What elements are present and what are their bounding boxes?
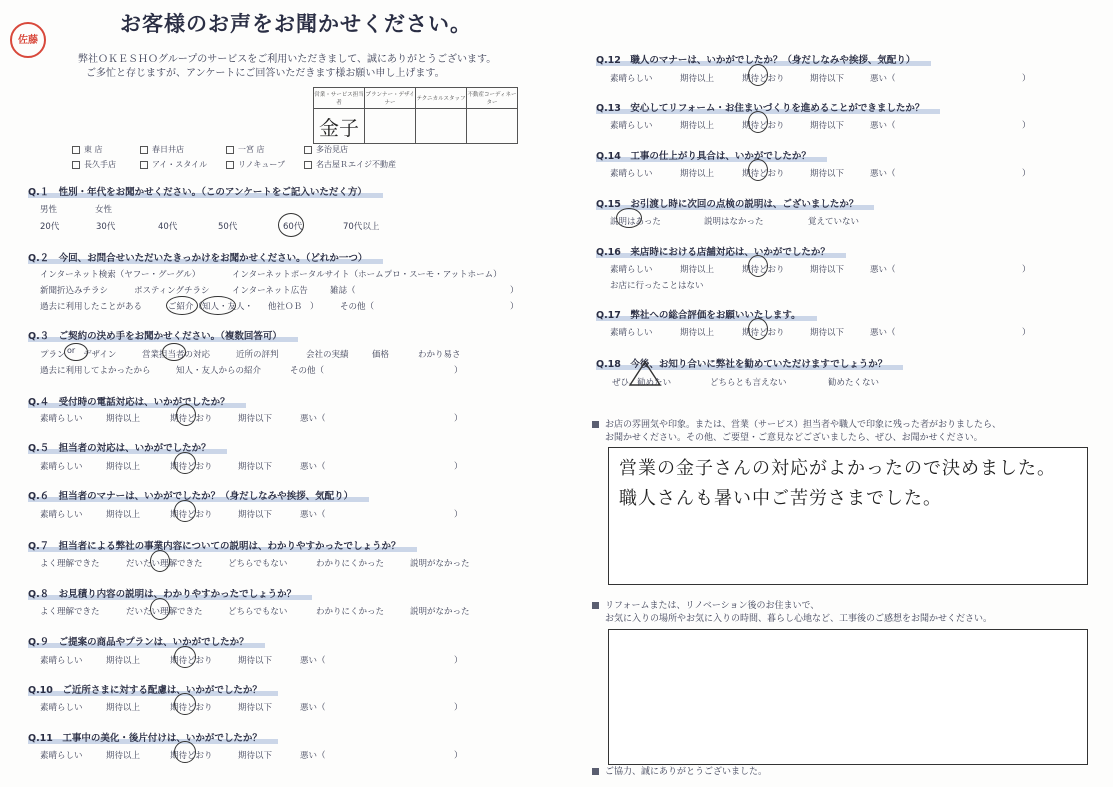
answer-circle <box>174 500 196 522</box>
paren-close: ） <box>454 462 463 472</box>
answer-circle <box>166 296 198 315</box>
square-bullet-icon <box>592 421 599 428</box>
option[interactable]: 勧めたくない <box>828 378 880 388</box>
answer-circle <box>748 159 768 181</box>
store-name: 名古屋Ｒエイジ不動産 <box>316 160 396 169</box>
thanks-note: ご協力、誠にありがとうございました。 <box>592 766 767 779</box>
paren-close: ） <box>454 510 463 520</box>
rating-option[interactable]: 期待以上 <box>106 462 141 472</box>
question-15: Q.15 お引渡し時に次回の点検の説明は、ございましたか？ <box>596 196 874 210</box>
comment-1-label: お店の雰囲気や印象。または、営業（サービス）担当者や職人で印象に残った者がおりましたら、 お聞かせください。その他、ご要望・ご意見などございましたら、ぜひ、お聞かせください。 <box>592 419 1001 445</box>
paren-close: ） <box>510 286 519 296</box>
option[interactable]: どちらとも言えない <box>710 378 787 388</box>
square-bullet-icon <box>592 768 599 775</box>
paren-close: ） <box>1022 74 1031 84</box>
paren-close: ） <box>454 703 463 713</box>
comment-2-box[interactable] <box>608 629 1088 765</box>
rating-option[interactable]: 素晴らしい <box>610 265 653 275</box>
rating-option[interactable]: 悪い（ <box>300 703 326 713</box>
answer-circle <box>174 452 196 474</box>
rating-option[interactable]: 期待以上 <box>680 265 715 275</box>
comment-2-label: リフォームまたは、リノベーション後のお住まいで、 お気に入りの場所やお気に入りの時間、暮らし心地など、工事後のご感想をお聞かせください。 <box>592 600 992 626</box>
explain-option[interactable]: どちらでもない <box>228 559 288 569</box>
answer-circle <box>64 343 88 361</box>
answer-circle <box>162 343 186 361</box>
store-name: 東 店 <box>84 145 103 154</box>
option[interactable]: その他（ <box>340 302 375 312</box>
option-male[interactable]: 男性 <box>40 205 58 215</box>
checkbox[interactable] <box>140 161 148 169</box>
question-11: Q.11 工事中の美化・後片付けは、いかがでしたか？ <box>28 730 278 744</box>
store-name: リノキューブ <box>238 160 285 169</box>
rating-option[interactable]: 期待以下 <box>810 265 845 275</box>
page-title: お客様のお声をお聞かせください。 <box>120 12 472 36</box>
rating-option[interactable]: 期待以下 <box>810 121 845 131</box>
option[interactable]: 会社の実績 <box>306 350 349 360</box>
rating-option[interactable]: 期待以下 <box>238 703 273 713</box>
checkbox[interactable] <box>72 161 80 169</box>
rating-option-selected[interactable]: 期待どおり <box>742 74 785 84</box>
question-9: Q.９ ご提案の商品やプランは、いかがでしたか？ <box>28 634 265 648</box>
answer-circle <box>200 296 236 315</box>
option-selected[interactable]: ご紹介（知人・友人・ <box>168 302 254 312</box>
rating-option[interactable]: 悪い（ <box>870 74 896 84</box>
seal-stamp: 佐藤 <box>10 22 46 58</box>
rating-option[interactable]: 期待以上 <box>106 414 141 424</box>
rating-option[interactable]: 悪い（ <box>870 169 896 179</box>
rating-option-selected[interactable]: 期待どおり <box>742 265 785 275</box>
explain-option[interactable]: よく理解できた <box>40 559 100 569</box>
answer-circle <box>278 213 304 237</box>
answer-circle <box>748 255 768 277</box>
option-selected[interactable]: 説明はあった <box>610 217 661 227</box>
rating-option[interactable]: 悪い（ <box>870 121 896 131</box>
rating-option[interactable]: 期待以下 <box>810 169 845 179</box>
option-female[interactable]: 女性 <box>95 205 113 215</box>
answer-circle <box>176 404 196 426</box>
intro-line-1: 弊社ＯＫＥＳＨＯグループのサービスをご利用いただきまして、誠にありがとうございます。 <box>78 54 497 65</box>
paren-close: ） <box>1022 169 1031 179</box>
rating-option[interactable]: 期待以上 <box>106 656 141 666</box>
question-4: Q.４ 受付時の電話対応は、いかがでしたか？ <box>28 394 246 408</box>
option[interactable]: インターネットポータルサイト（ホームプロ・スーモ・アットホーム） <box>232 270 502 280</box>
checkbox[interactable] <box>304 161 312 169</box>
option[interactable]: 新聞折込みチラシ <box>40 286 109 296</box>
rating-option[interactable]: 素晴らしい <box>40 656 83 666</box>
explain-option[interactable]: わかりにくかった <box>316 559 385 569</box>
intro-line-2: ご多忙と存じますが、アンケートにご回答いただきます様お願い申し上げます。 <box>86 68 445 79</box>
explain-option-selected[interactable]: だいたい理解できた <box>126 607 203 617</box>
rating-option[interactable]: 素晴らしい <box>40 703 83 713</box>
rating-option-selected[interactable]: 期待どおり <box>170 751 213 761</box>
rating-option[interactable]: 悪い（ <box>870 265 896 275</box>
rating-option[interactable]: 期待以上 <box>106 751 141 761</box>
store-name: 春日井店 <box>152 145 184 154</box>
handwritten-comment-line-2: 職人さんも暑い中ご苦労さまでした。 <box>619 488 942 509</box>
store-name: 多治見店 <box>316 145 348 154</box>
option[interactable]: インターネット検索（ヤフー・グーグル） <box>40 270 201 280</box>
option-selected[interactable]: 営業担当者の対応 <box>142 350 211 360</box>
checkbox[interactable] <box>226 146 234 154</box>
option-selected[interactable]: ぜひ、勧めたい <box>612 378 672 388</box>
rating-option[interactable]: 期待以下 <box>238 510 273 520</box>
option[interactable]: プラン <box>40 350 66 360</box>
rating-option-selected[interactable]: 期待どおり <box>170 656 213 666</box>
rating-option-selected[interactable]: 期待どおり <box>742 121 785 131</box>
option[interactable]: 他社ＯＢ <box>268 302 303 312</box>
rating-option[interactable]: 悪い（ <box>300 751 326 761</box>
rating-option[interactable]: 悪い（ <box>300 510 326 520</box>
question-12: Q.12 職人のマナーは、いかがでしたか？（身だしなみや挨拶、気配り） <box>596 52 931 66</box>
paren-close: ） <box>454 414 463 424</box>
question-6: Q.６ 担当者のマナーは、いかがでしたか？（身だしなみや挨拶、気配り） <box>28 488 369 502</box>
question-17: Q.17 弊社への総合評価をお願いいたします。 <box>596 307 817 321</box>
rating-option[interactable]: 期待以下 <box>238 462 273 472</box>
rating-option[interactable]: 素晴らしい <box>610 121 653 131</box>
paren-close: ） <box>310 302 319 312</box>
rating-option-selected[interactable]: 期待どおり <box>170 510 213 520</box>
rating-option[interactable]: 期待以下 <box>238 414 273 424</box>
rating-option[interactable]: 素晴らしい <box>40 510 83 520</box>
checkbox[interactable] <box>304 146 312 154</box>
option[interactable]: 過去に利用したことがある <box>40 302 143 312</box>
question-2: Q.２ 今回、お問合せいただいたきっかけをお聞かせください。（どれか一つ） <box>28 250 383 264</box>
explain-option[interactable]: 説明がなかった <box>410 559 470 569</box>
checkbox[interactable] <box>72 146 80 154</box>
question-7: Q.７ 担当者による弊社の事業内容についての説明は、わかりやすかったでしょうか？ <box>28 538 417 552</box>
question-1: Q.１ 性別・年代をお聞かせください。（このアンケートをご記入いただく方） <box>28 184 383 198</box>
question-16: Q.16 来店時における店舗対応は、いかがでしたか？ <box>596 244 846 258</box>
explain-option[interactable]: 説明がなかった <box>410 607 470 617</box>
explain-option[interactable]: わかりにくかった <box>316 607 385 617</box>
option[interactable]: 近所の評判 <box>236 350 279 360</box>
rating-option[interactable]: 期待以上 <box>680 169 715 179</box>
option[interactable]: 価格 <box>372 350 390 360</box>
answer-circle <box>616 208 642 228</box>
option[interactable]: デザイン <box>83 350 117 360</box>
rating-option-selected[interactable]: 期待どおり <box>170 414 213 424</box>
paren-close: ） <box>1022 265 1031 275</box>
staff-header: 不動産コーディネーター <box>467 88 518 109</box>
staff-header: 営業・サービス担当者 <box>314 88 365 109</box>
rating-option[interactable]: 素晴らしい <box>40 462 83 472</box>
paren-close: ） <box>454 656 463 666</box>
option[interactable]: 知人・友人からの紹介 <box>176 366 262 376</box>
option[interactable]: 雑誌（ <box>330 286 356 296</box>
rating-option[interactable]: 悪い（ <box>300 656 326 666</box>
store-name: 長久手店 <box>84 160 116 169</box>
rating-option[interactable]: 期待以上 <box>680 121 715 131</box>
rating-option[interactable]: 期待以下 <box>810 74 845 84</box>
answer-circle <box>748 111 768 133</box>
rating-option[interactable]: 期待以下 <box>810 328 845 338</box>
answer-circle <box>174 646 196 668</box>
answer-circle <box>748 64 768 86</box>
comment-1-box[interactable] <box>608 447 1088 585</box>
rating-option[interactable]: 悪い（ <box>300 414 326 424</box>
rating-option[interactable]: 期待以下 <box>238 656 273 666</box>
rating-option-selected[interactable]: 期待どおり <box>742 169 785 179</box>
option[interactable]: 説明はなかった <box>704 217 764 227</box>
option[interactable]: 過去に利用してよかったから <box>40 366 151 376</box>
paren-close: ） <box>510 302 519 312</box>
option-age[interactable]: 20代 <box>40 222 60 232</box>
rating-option[interactable]: 期待以上 <box>106 510 141 520</box>
answer-circle <box>174 693 196 715</box>
paren-close: ） <box>1022 121 1031 131</box>
paren-close: ） <box>454 366 463 376</box>
rating-option[interactable]: 素晴らしい <box>610 328 653 338</box>
rating-option-selected[interactable]: 期待どおり <box>170 462 213 472</box>
question-10: Q.10 ご近所さまに対する配慮は、いかがでしたか？ <box>28 682 278 696</box>
paren-close: ） <box>1022 328 1031 338</box>
staff-name: 金子 <box>319 115 359 140</box>
rating-option[interactable]: 悪い（ <box>870 328 896 338</box>
answer-circle <box>150 550 170 572</box>
answer-circle <box>174 741 196 763</box>
triangle-mark-icon <box>628 360 662 388</box>
option[interactable]: ポスティングチラシ <box>134 286 210 296</box>
rating-option[interactable]: 素晴らしい <box>610 74 653 84</box>
option-age-selected[interactable]: 60代 <box>283 222 303 232</box>
rating-option[interactable]: 素晴らしい <box>610 169 653 179</box>
store-name: アイ・スタイル <box>152 160 208 169</box>
handwritten-or: or <box>67 346 76 355</box>
staff-header: テクニカルスタッフ <box>416 88 467 109</box>
question-3: Q.３ ご契約の決め手をお聞かせください。（複数回答可） <box>28 328 298 342</box>
rating-option[interactable]: 期待以上 <box>680 328 715 338</box>
staff-table <box>313 87 518 144</box>
square-bullet-icon <box>592 602 599 609</box>
rating-option[interactable]: 素晴らしい <box>40 751 83 761</box>
staff-header: プランナー・デザイナー <box>365 88 416 109</box>
question-14: Q.14 工事の仕上がり具合は、いかがでしたか？ <box>596 148 827 162</box>
rating-option-selected[interactable]: 期待どおり <box>170 703 213 713</box>
option[interactable]: その他（ <box>290 366 325 376</box>
option[interactable]: お店に行ったことはない <box>610 281 704 291</box>
rating-option-selected[interactable]: 期待どおり <box>742 328 785 338</box>
rating-option[interactable]: 期待以上 <box>680 74 715 84</box>
answer-circle <box>150 598 170 620</box>
answer-circle <box>748 318 768 340</box>
question-8: Q.８ お見積り内容の説明は、わかりやすかったでしょうか？ <box>28 586 312 600</box>
store-name: 一宮 店 <box>238 145 265 154</box>
option-age[interactable]: 40代 <box>158 222 178 232</box>
handwritten-comment-line-1: 営業の金子さんの対応がよかったので決めました。 <box>619 458 1056 479</box>
question-5: Q.５ 担当者の対応は、いかがでしたか？ <box>28 440 227 454</box>
option[interactable]: わかり易さ <box>418 350 461 360</box>
option[interactable]: 覚えていない <box>808 217 860 227</box>
option[interactable]: インターネット広告 <box>232 286 308 296</box>
explain-option[interactable]: どちらでもない <box>228 607 288 617</box>
option-age[interactable]: 70代以上 <box>343 222 380 232</box>
option-age[interactable]: 50代 <box>218 222 238 232</box>
option-age[interactable]: 30代 <box>96 222 116 232</box>
checkbox[interactable] <box>140 146 148 154</box>
rating-option[interactable]: 期待以下 <box>238 751 273 761</box>
explain-option[interactable]: よく理解できた <box>40 607 100 617</box>
rating-option[interactable]: 素晴らしい <box>40 414 83 424</box>
rating-option[interactable]: 悪い（ <box>300 462 326 472</box>
checkbox[interactable] <box>226 161 234 169</box>
store-list <box>72 144 396 174</box>
question-13: Q.13 安心してリフォーム・お住まいづくりを進めることができましたか？ <box>596 100 940 114</box>
explain-option-selected[interactable]: だいたい理解できた <box>126 559 203 569</box>
rating-option[interactable]: 期待以上 <box>106 703 141 713</box>
paren-close: ） <box>454 751 463 761</box>
question-18: Q.18 今後、お知り合いに弊社を勧めていただけますでしょうか？ <box>596 356 903 370</box>
